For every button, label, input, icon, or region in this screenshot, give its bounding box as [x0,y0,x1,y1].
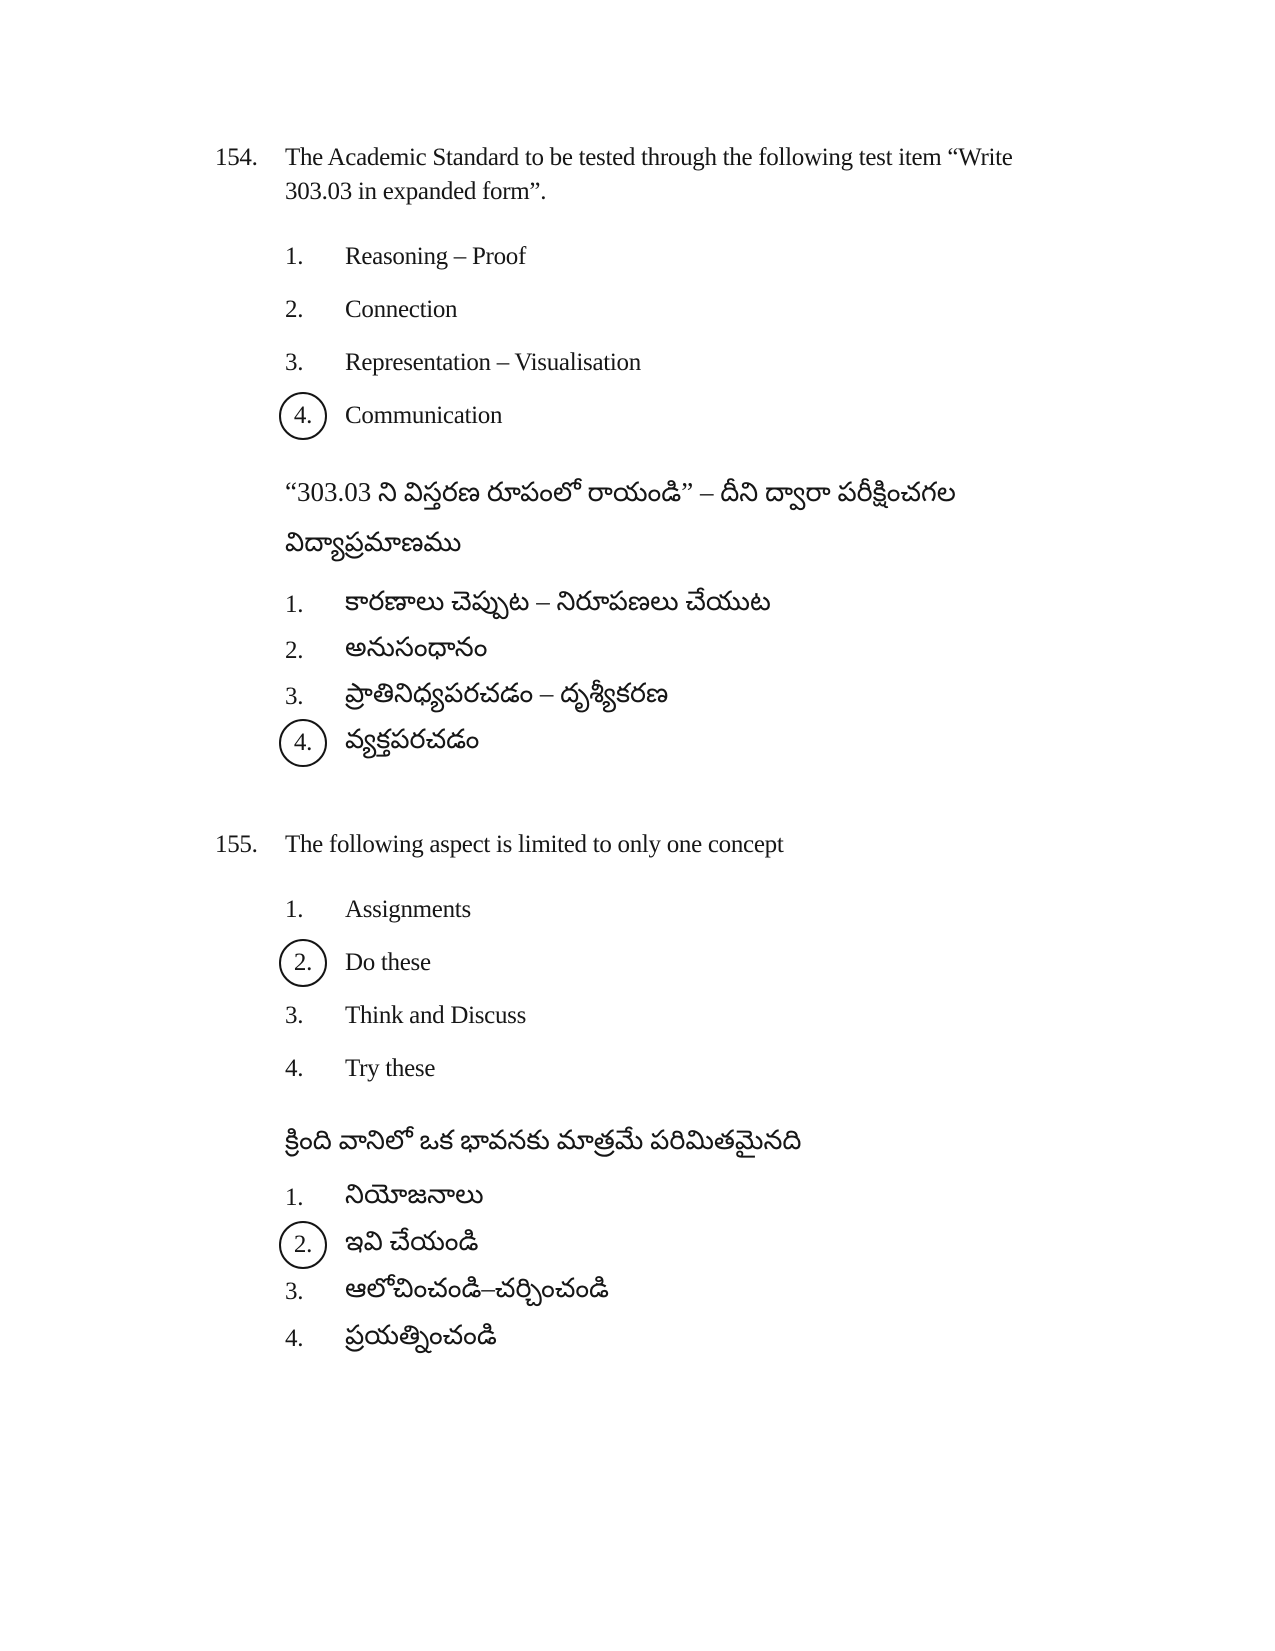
option-label: వ్యక్తపరచడం [345,723,480,754]
option-label: Do these [345,948,431,976]
option-number [285,719,345,767]
option-row [285,1269,1115,1316]
question-text-english: The Academic Standard to be tested through the following test item “Write 303.03 in expanded form”. [285,144,1013,205]
option-row [285,1316,1115,1363]
option-number: 1. [285,590,304,618]
option-number [285,939,345,987]
options-english [285,883,1115,1095]
option-label: ఇవి చేయండి [345,1226,479,1257]
option-number: 2. [285,295,304,323]
option-number: 4. [285,1054,304,1082]
option-row [285,283,1115,336]
answer-circle: 2. [279,939,327,987]
option-label: ఆలోచించండి–చర్చించండి [345,1273,610,1304]
option-number: 3. [285,1278,304,1306]
option-number: 2. [285,636,304,664]
options-telugu [285,582,1115,766]
question-text-telugu: క్రింది వానిలో ఒక భావనకు మాత్రమే పరిమితమైనది [285,1125,802,1156]
option-number: 4. [285,1325,304,1353]
option-row [285,1042,1115,1095]
option-label: నియోజనాలు [345,1179,484,1210]
answer-circle: 2. [279,1221,327,1269]
option-row [285,674,1115,720]
question-number: 154. [215,144,258,171]
options-telugu [285,1175,1115,1363]
option-label: Communication [345,401,503,429]
option-number: 1. [285,1184,304,1212]
option-row-circled-answer [285,389,1115,442]
question-text-telugu: “303.03 ని విస్తరణ రూపంలో రాయండి” – దీని ద్వారా పరీక్షించగల విద్యాప్రమాణము [285,477,956,557]
option-row [285,883,1115,936]
option-label: ప్రయత్నించండి [345,1320,497,1351]
page-content [215,141,1115,1363]
option-label: Try these [345,1054,436,1082]
option-label: కారణాలు చెప్పుట – నిరూపణలు చేయుట [345,585,771,616]
option-label: అనుసంధానం [345,631,488,662]
answer-circle: 4. [279,719,327,767]
option-row [285,1175,1115,1222]
question-number: 155. [215,830,258,858]
option-row [285,582,1115,628]
option-row [285,628,1115,674]
question-text-english: The following aspect is limited to only one concept [285,830,784,858]
question-header [215,828,1115,862]
option-row [285,989,1115,1042]
option-label: Assignments [345,895,471,923]
option-row-circled-answer [285,936,1115,989]
option-label: Connection [345,295,458,323]
option-number: 1. [285,242,304,270]
option-number: 3. [285,348,304,376]
option-number [285,1221,345,1269]
answer-circle: 4. [279,392,327,440]
option-row [285,336,1115,389]
option-number: 3. [285,1001,304,1029]
option-row [285,230,1115,283]
option-number: 1. [285,895,304,923]
option-label: Reasoning – Proof [345,242,526,270]
option-number: 3. [285,682,304,710]
option-label: Think and Discuss [345,1001,526,1029]
question-154 [215,141,1115,766]
options-english [285,230,1115,442]
option-label: Representation – Visualisation [345,348,641,376]
option-number [285,392,345,440]
option-row-circled-answer [285,720,1115,766]
option-label: ప్రాతినిధ్యపరచడం – దృశ్యీకరణ [345,677,669,708]
option-row-circled-answer [285,1222,1115,1269]
question-header [215,141,1115,208]
question-155 [215,828,1115,1363]
